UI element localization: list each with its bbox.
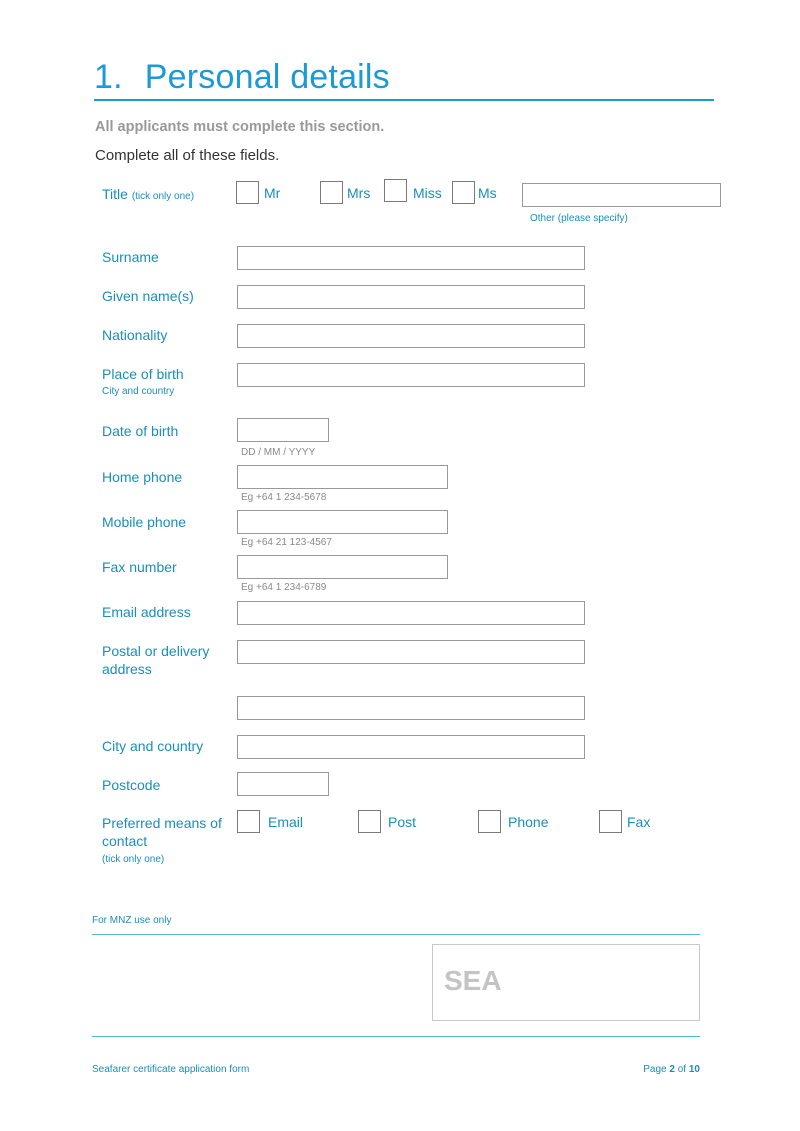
footer-page-current: 2 (669, 1064, 675, 1075)
footer-form-name: Seafarer certificate application form (92, 1064, 250, 1075)
section-intro: Complete all of these fields. (95, 147, 280, 164)
city-country-input[interactable] (237, 735, 585, 759)
postal-address-label (102, 642, 209, 678)
contact-post-checkbox[interactable] (358, 810, 381, 833)
postal-address-input-2[interactable] (237, 696, 585, 720)
title-label (102, 185, 194, 206)
title-other-input[interactable] (522, 183, 721, 207)
fax-number-input[interactable] (237, 555, 448, 579)
email-input[interactable] (237, 601, 585, 625)
footer-page-number (600, 1064, 700, 1075)
title-mr-label: Mr (264, 185, 281, 201)
title-mr-checkbox[interactable] (236, 181, 259, 204)
title-label-text: Title (102, 186, 128, 202)
contact-phone-label: Phone (508, 814, 549, 830)
surname-label: Surname (102, 249, 159, 265)
title-ms-label: Ms (478, 185, 497, 201)
section-instruction: All applicants must complete this section. (95, 119, 385, 135)
postcode-input[interactable] (237, 772, 329, 796)
section-number: 1. (94, 58, 123, 96)
title-mrs-label: Mrs (347, 185, 371, 201)
title-mrs-checkbox[interactable] (320, 181, 343, 204)
title-miss-label: Miss (413, 185, 442, 201)
date-of-birth-input[interactable] (237, 418, 329, 442)
email-label: Email address (102, 604, 191, 620)
mobile-phone-label: Mobile phone (102, 514, 187, 530)
footer-page-of: of (677, 1064, 687, 1075)
contact-phone-checkbox[interactable] (478, 810, 501, 833)
title-other-hint: Other (please specify) (530, 213, 628, 224)
contact-pref-label-line2: contact (102, 833, 148, 849)
office-use-label: For MNZ use only (92, 915, 172, 926)
fax-number-hint: Eg +64 1 234-6789 (241, 582, 327, 593)
contact-email-label: Email (268, 814, 304, 830)
contact-fax-label: Fax (627, 814, 651, 830)
title-miss-checkbox[interactable] (384, 179, 407, 202)
contact-post-label: Post (388, 814, 417, 830)
footer-page-total: 10 (688, 1064, 700, 1075)
date-of-birth-label: Date of birth (102, 423, 179, 439)
section-title-text: Personal details (144, 58, 390, 96)
title-note: (tick only one) (131, 191, 195, 202)
home-phone-input[interactable] (237, 465, 448, 489)
nationality-input[interactable] (237, 324, 585, 348)
footer-page-prefix: Page (643, 1064, 667, 1075)
title-ms-checkbox[interactable] (452, 181, 475, 204)
office-stamp-text: SEA (444, 965, 502, 996)
contact-pref-label-line1: Preferred means of (102, 815, 222, 831)
contact-pref-label (102, 814, 222, 869)
mobile-phone-input[interactable] (237, 510, 448, 534)
home-phone-hint: Eg +64 1 234-5678 (241, 492, 327, 503)
postcode-label: Postcode (102, 777, 161, 793)
place-of-birth-sub: City and country (102, 386, 175, 397)
office-use-top-rule (92, 934, 700, 935)
given-names-label: Given name(s) (102, 288, 194, 304)
contact-email-checkbox[interactable] (237, 810, 260, 833)
place-of-birth-input[interactable] (237, 363, 585, 387)
place-of-birth-label: Place of birth (102, 366, 184, 382)
contact-pref-note: (tick only one) (102, 854, 165, 865)
surname-input[interactable] (237, 246, 585, 270)
office-use-bottom-rule (92, 1036, 700, 1037)
title-divider (94, 99, 714, 101)
contact-fax-checkbox[interactable] (599, 810, 622, 833)
date-of-birth-hint: DD / MM / YYYY (241, 447, 316, 458)
postal-address-label-line1: Postal or delivery (102, 643, 210, 659)
postal-address-input-1[interactable] (237, 640, 585, 664)
postal-address-label-line2: address (102, 661, 152, 677)
home-phone-label: Home phone (102, 469, 183, 485)
fax-number-label: Fax number (102, 559, 177, 575)
section-title (94, 58, 390, 97)
mobile-phone-hint: Eg +64 21 123-4567 (241, 537, 332, 548)
nationality-label: Nationality (102, 327, 168, 343)
given-names-input[interactable] (237, 285, 585, 309)
city-country-label: City and country (102, 738, 204, 754)
